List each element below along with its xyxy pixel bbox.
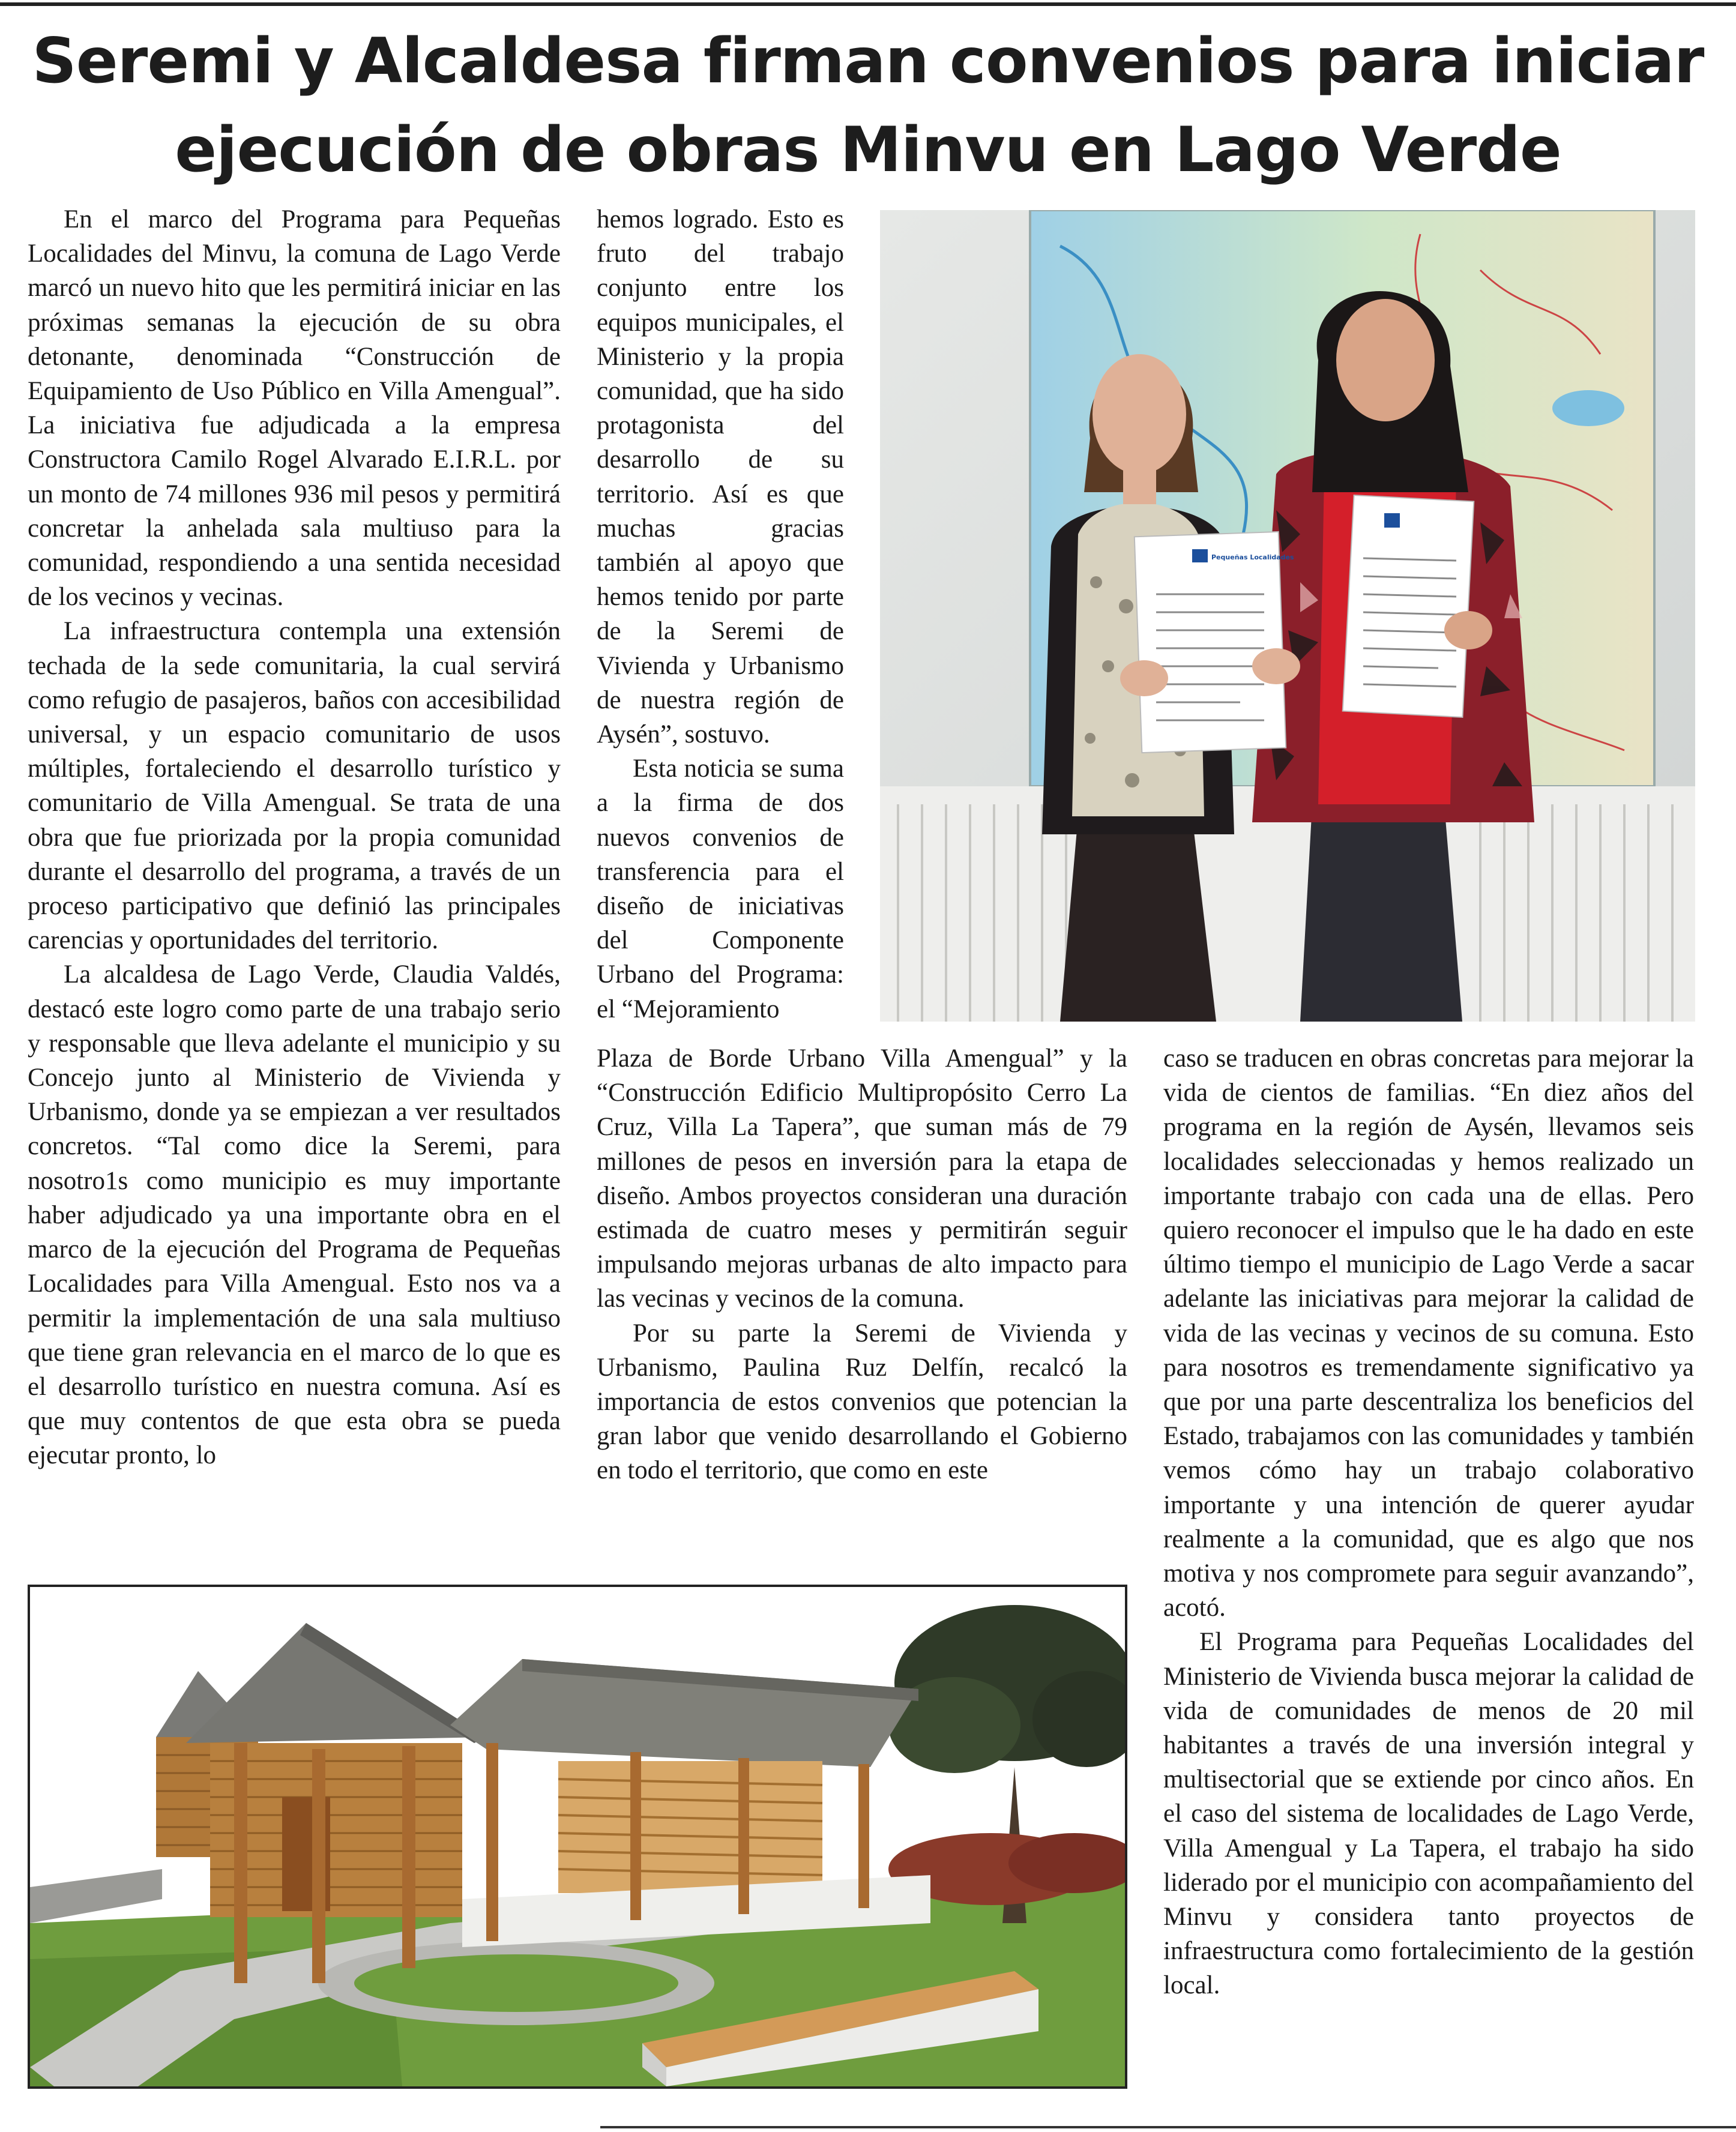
title-line-2: ejecución de obras Minvu en Lago Verde bbox=[175, 114, 1561, 186]
article-column-3 bbox=[1163, 1041, 1694, 2003]
render-illustration bbox=[30, 1587, 1125, 2086]
top-rule bbox=[0, 2, 1736, 6]
paragraph: Plaza de Borde Urbano Villa Amengual” y la “Construcción Edificio Multipropósito Cerro La Cruz, Villa La Tapera”, que suman más de 79 millones de pesos en inversión para la etapa de diseño. Ambos proyectos consideran una duración estimada de cuatro meses y permitirán seguir impulsando mejoras urbanas de alto impacto para las vecinas y vecinos de la comuna. bbox=[597, 1044, 1127, 1313]
paragraph: Por su parte la Seremi de Vivienda y Urbanismo, Paulina Ruz Delfín, recalcó la importancia de estos convenios que potencian la gran labor que venido desarrollando el Gobierno en todo el territorio, que como en este bbox=[597, 1319, 1127, 1485]
paragraph: El Programa para Pequeñas Localidades del Ministerio de Vivienda busca mejorar la calidad de vida de comunidades de menos de 20 mil habitantes a través de una inversión integral y multisectorial que se extiende por cinco años. En el caso del sistema de localidades de Lago Verde, Villa Amengual y La Tapera, el trabajo ha sido liderado por el municipio con acompañamiento del Minvu y considera tanto proyectos de infraestructura como fortalecimiento de la gestión local. bbox=[1163, 1628, 1694, 2000]
title-line-1: Seremi y Alcaldesa firman convenios para iniciar bbox=[32, 25, 1704, 97]
signing-photo bbox=[880, 210, 1695, 1022]
paragraph: La alcaldesa de Lago Verde, Claudia Valdés, destacó este logro como parte de una trabajo serio y responsable que lleva adelante el municipio y su Concejo junto al Ministerio de Vivienda y Urbanismo, donde ya se empiezan a ver resultados concretos. “Tal como dice la Seremi, para nosotro1s como municipio es muy importante haber adjudicado ya una importante obra en el marco de la ejecución del Programa de Pequeñas Localidades para Villa Amengual. Esto nos va a permitir la implementación de una sala multiuso que tiene gran relevancia en el marco de lo que es el desarrollo turístico en nuestra comuna. Así es que muy contentos de que esta obra se pueda ejecutar pronto, lo bbox=[28, 960, 561, 1470]
paragraph: hemos logrado. Esto es fruto del trabajo conjunto entre los equipos municipales, el Ministerio y la propia comunidad, que ha sido protagonista del desarrollo de su territorio. Así es que muchas gracias también al apoyo que hemos tenido por parte de la Seremi de Vivienda y Urbanismo de nuestra región de Aysén”, sostuvo. bbox=[597, 205, 844, 749]
signed-document-left bbox=[1120, 532, 1300, 753]
bottom-rule bbox=[600, 2126, 1736, 2128]
article-column-1 bbox=[28, 202, 561, 1473]
paragraph: caso se traducen en obras concretas para mejorar la vida de cientos de familias. “En diez años del programa en la región de Aysén, llevamos seis localidades seleccionadas y hemos realizado un importante trabajo con cada una de ellas. Pero quiero reconocer el impulso que le ha dado en este último tiempo el municipio de Lago Verde a sacar adelante las iniciativas para mejorar la calidad de vida de las vecinas y vecinos de su comuna. Esto para nosotros es tremendamente significativo ya que por una parte descentraliza los beneficios del Estado, trabajamos con las comunidades y también vemos cómo hay un trabajo colaborativo importante y una intención de querer ayudar realmente a la comunidad, que es algo que nos motiva y nos compromete para seguir avanzando”, acotó. bbox=[1163, 1044, 1694, 1622]
doc-logo-text: Pequeñas Localidades bbox=[1211, 553, 1294, 561]
article-column-2-bottom bbox=[597, 1041, 1127, 1488]
paragraph: En el marco del Programa para Pequeñas Localidades del Minvu, la comuna de Lago Verde marcó un nuevo hito que les permitirá iniciar en las próximas semanas la ejecución de su obra detonante, denominada “Construcción de Equipamiento de Uso Público en Villa Amengual”. La iniciativa fue adjudicada a la empresa Constructora Camilo Rogel Alvarado E.I.R.L. por un monto de 74 millones 936 mil pesos y permitirá concretar la anhelada sala multiuso para la comunidad, respondiendo a una sentida necesidad de los vecinos y vecinas. bbox=[28, 205, 561, 612]
article-title bbox=[24, 17, 1712, 194]
paragraph: La infraestructura contempla una extensión techada de la sede comunitaria, la cual servirá como refugio de pasajeros, baños con accesibilidad universal, y un espacio comunitario de usos múltiples, fortaleciendo el desarrollo turístico y comunitario de Villa Amengual. Se trata de una obra que fue priorizada por la propia comunidad durante el desarrollo del programa, a través de un proceso participativo que definió las principales carencias y oportunidades del territorio. bbox=[28, 617, 561, 955]
architectural-render bbox=[28, 1585, 1127, 2089]
paragraph: Esta noticia se suma a la firma de dos nuevos convenios de transferencia para el diseño de iniciativas del Componente Urbano del Programa: el “Mejoramiento bbox=[597, 754, 844, 1023]
signing-photo-illustration bbox=[880, 210, 1695, 1022]
article-column-2-top bbox=[597, 202, 844, 1026]
